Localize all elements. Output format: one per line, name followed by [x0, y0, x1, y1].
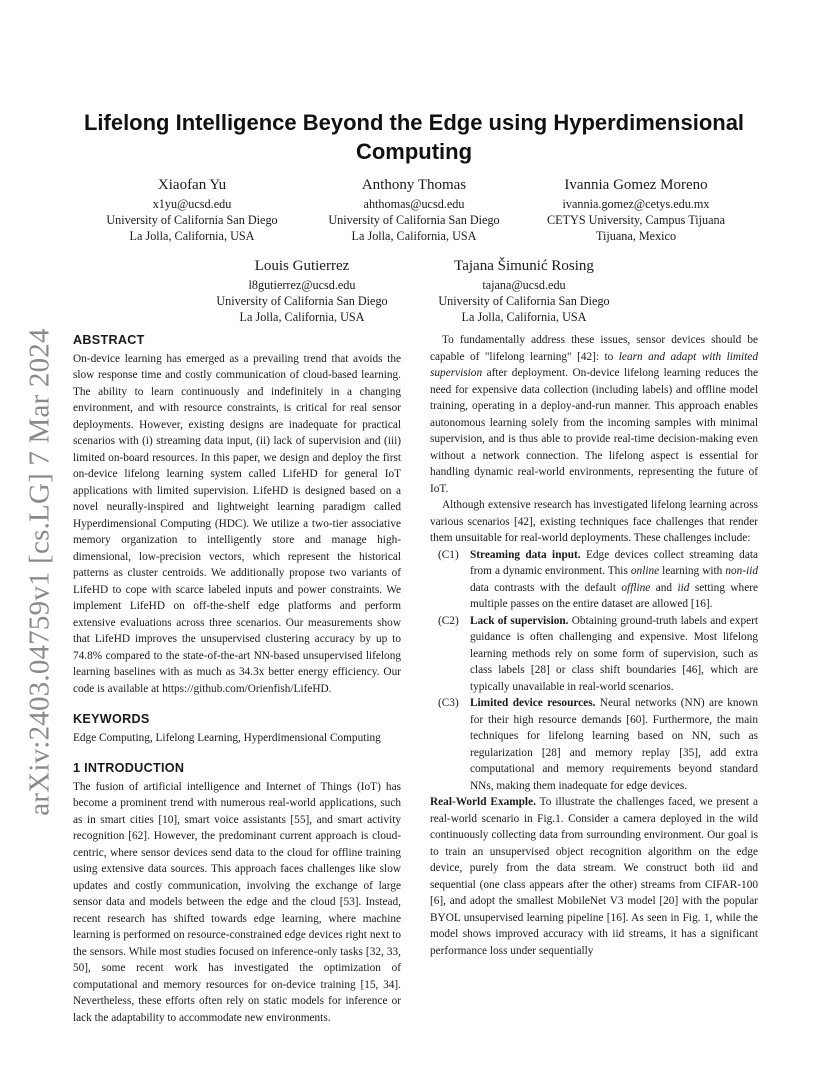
- author-email: ahthomas@ucsd.edu: [363, 197, 465, 211]
- author-location: La Jolla, California, USA: [461, 310, 587, 324]
- author-name: Louis Gutierrez: [254, 258, 350, 274]
- challenge-item: (C3) Limited device resources. Neural networks (NN) are known for their high resource demands [60]. Furthermore, the main techniques for lifelong learning based on NN, such as regularization [28] and memory replay [35], add extra computational and memory requirements beyond standard NNs, making them inadequate for edge devices.: [438, 697, 758, 792]
- author-affiliation: University of California San Diego: [216, 294, 388, 308]
- arxiv-side-stamp: arXiv:2403.04759v1 [cs.LG] 7 Mar 2024: [23, 328, 56, 816]
- author-block: [506, 175, 766, 244]
- right-column: [430, 332, 758, 959]
- author-location: La Jolla, California, USA: [129, 229, 255, 243]
- author-affiliation: University of California San Diego: [438, 294, 610, 308]
- author-location: Tijuana, Mexico: [595, 229, 677, 243]
- author-block: [172, 256, 432, 325]
- author-affiliation: CETYS University, Campus Tijuana: [547, 213, 725, 227]
- challenge-list: [430, 547, 758, 795]
- author-location: La Jolla, California, USA: [351, 229, 477, 243]
- author-email: ivannia.gomez@cetys.edu.mx: [562, 197, 710, 211]
- author-name: Anthony Thomas: [361, 177, 467, 193]
- left-column: [73, 332, 401, 1026]
- paper-title: Lifelong Intelligence Beyond the Edge using Hyperdimensional Computing: [83, 110, 745, 164]
- keywords-text: Edge Computing, Lifelong Learning, Hyperdimensional Computing: [73, 731, 381, 744]
- author-email: tajana@ucsd.edu: [482, 278, 566, 292]
- abstract-heading: ABSTRACT: [73, 333, 145, 347]
- abstract-text: On-device learning has emerged as a prevailing trend that avoids the slow response time and costly communication of cloud-based learning. The ability to learn continuously and indefinitely in a changing environment, and with resource constraints, is critical for real sensor deployments. However, existing designs are inadequate for practical scenarios with (i) streaming data input, (ii) lack of supervision and (iii) limited on-board resources. In this paper, we design and deploy the first on-device lifelong learning system called LifeHD for general IoT applications with limited supervision. LifeHD is designed based on a novel neurally-inspired and lightweight learning paradigm called Hyperdimensional Computing (HDC). We utilize a two-tier associative memory organization to intelligently store and manage high-dimensional, low-precision vectors, which represent the historical patterns as cluster centroids. We additionally propose two variants of LifeHD to cope with scarce labeled inputs and power constraints. We implement LifeHD on off-the-shelf edge platforms and perform extensive evaluations across three scenarios. Our measurements show that LifeHD improves the unsupervised clustering accuracy by up to 74.8% compared to the state-of-the-art NN-based unsupervised lifelong learning baselines with as much as 34.3x better energy efficiency. Our code is available at https://github.com/Orienfish/LifeHD.: [73, 352, 401, 695]
- author-email: l8gutierrez@ucsd.edu: [248, 278, 356, 292]
- intro-paragraph: Although extensive research has investigated lifelong learning across various scenarios [42], existing techniques face challenges that render them unsuitable for real-world deployments. These challenges include:: [430, 499, 758, 544]
- author-block: [62, 175, 322, 244]
- intro-paragraph: The fusion of artificial intelligence and Internet of Things (IoT) has become a prominent trend with numerous real-world applications, such as in smart cities [10], smart voice assistants [55], and smart activity recognition [62]. However, the predominant current approach is cloud-centric, where sensor devices send data to the cloud for offline training using extensive data sources. This approach faces challenges like slow updates and costly communication, involving the exchange of large sensor data and models between the edge and the cloud [53]. Instead, recent research has shifted towards edge learning, where machine learning is performed on resource-constrained edge devices right next to the sensors. While most studies focused on inference-only tasks [32, 33, 50], some recent work has investigated the optimization of computational and memory resources for on-device training [15, 34]. Nevertheless, these efforts often rely on static models for inference or lack the adaptability to accommodate new environments.: [73, 780, 401, 1024]
- author-name: Ivannia Gomez Moreno: [564, 177, 708, 193]
- author-name: Xiaofan Yu: [157, 177, 227, 193]
- intro-paragraph: To fundamentally address these issues, sensor devices should be capable of "lifelong learning" [42]: to learn and adapt with limited supervision after deployment. On-device lifelong learning reduces the need for expensive data collection (including labels) and offline model training, operating in a deploy-and-run manner. This approach enables autonomous learning solely from the incoming samples with minimal supervision, and is thus able to provide real-time decision-making even without a network connection. The lifelong aspect is essential for handling dynamic real-world environments, representing the future of IoT.: [430, 334, 758, 495]
- author-location: La Jolla, California, USA: [239, 310, 365, 324]
- author-block: [394, 256, 654, 325]
- author-name: Tajana Šimunić Rosing: [454, 258, 594, 274]
- challenge-item: (C2) Lack of supervision. Obtaining ground-truth labels and expert guidance is often challenging and expensive. Most lifelong learning methods rely on some form of supervision, such as class labels [28] or class shift boundaries [46], which are typically unavailable in real-world scenarios.: [438, 614, 759, 693]
- author-email: x1yu@ucsd.edu: [152, 197, 232, 211]
- author-affiliation: University of California San Diego: [328, 213, 500, 227]
- introduction-heading: 1 INTRODUCTION: [73, 761, 185, 775]
- real-world-example-paragraph: Real-World Example. To illustrate the challenges faced, we present a real-world scenario in Fig.1. Consider a camera deployed in the wild continuously collecting data from surrounding environment. Our goal is to train an unsupervised object recognition algorithm on the edge device, purely from the data stream. We construct both iid and sequential (one class appears after the other) streams from CIFAR-100 [6], and adopt the smallest MobileNet V3 model [20] with the popular BYOL unsupervised learning pipeline [16]. As seen in Fig. 1, while the model shows improved accuracy with iid streams, it has a significant performance loss under sequentially: [430, 796, 758, 957]
- author-block: [284, 175, 544, 244]
- author-affiliation: University of California San Diego: [106, 213, 278, 227]
- keywords-heading: KEYWORDS: [73, 712, 150, 726]
- challenge-item: (C1) Streaming data input. Edge devices collect streaming data from a dynamic environment. This online learning with non-iid data contrasts with the default offline and iid setting where multiple passes on the entire dataset are allowed [16].: [438, 548, 759, 610]
